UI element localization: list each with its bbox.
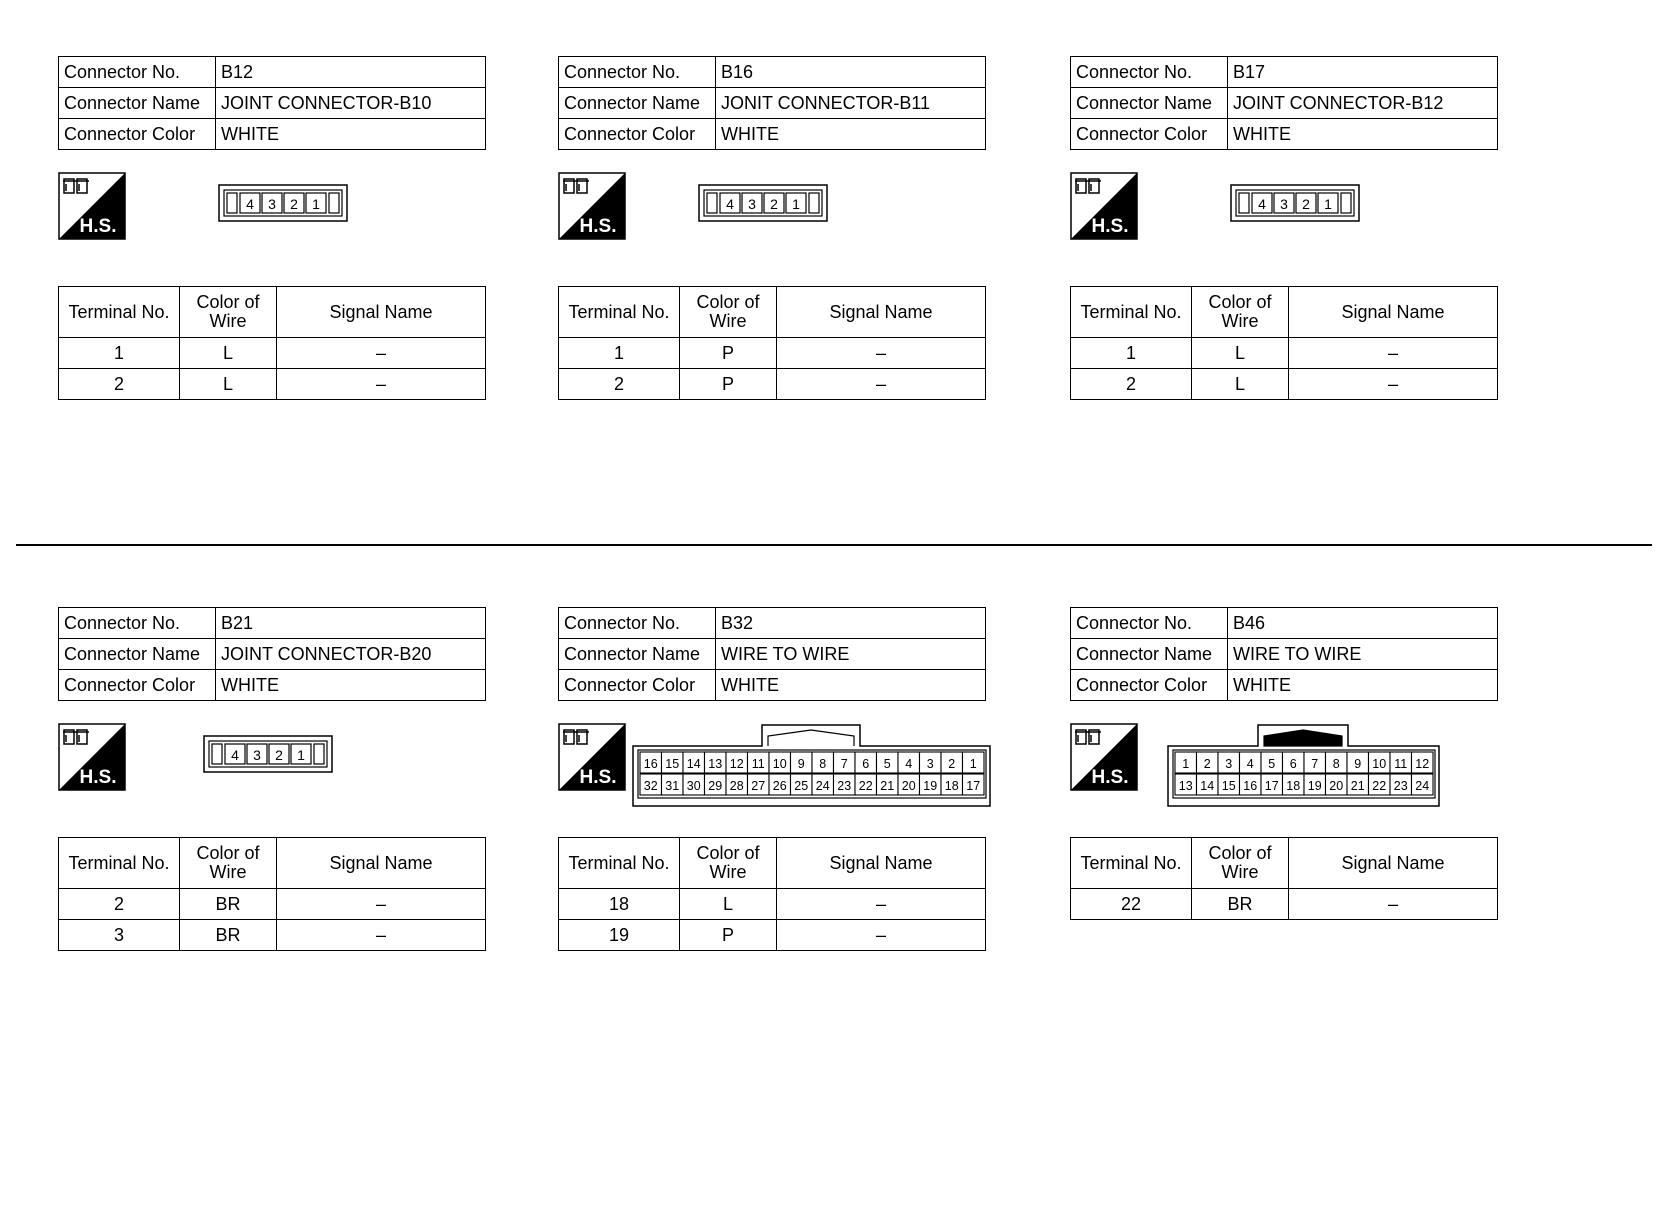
pin-number: 22	[1372, 779, 1387, 793]
pin-number: 2	[1203, 757, 1211, 771]
signal-name-cell: –	[777, 889, 986, 920]
wire-color-cell: P	[680, 920, 777, 951]
connector-color-value: WHITE	[1228, 670, 1498, 701]
connector-block-b16	[558, 56, 978, 436]
pin-number: 21	[880, 779, 895, 793]
terminal-no-header: Terminal No.	[59, 287, 180, 338]
terminal-no-cell: 18	[559, 889, 680, 920]
pin-number: 30	[686, 779, 701, 793]
connector-name-label: Connector Name	[559, 639, 716, 670]
connector-no-value: B32	[716, 608, 986, 639]
pin-number: 15	[665, 757, 680, 771]
terminal-no-cell: 1	[59, 338, 180, 369]
terminal-no-cell: 2	[59, 889, 180, 920]
pin-number: 22	[858, 779, 873, 793]
hs-harness-side-icon	[1070, 723, 1138, 791]
connector-no-value: B17	[1228, 57, 1498, 88]
pin-number: 14	[686, 757, 701, 771]
terminal-no-header: Terminal No.	[59, 838, 180, 889]
signal-name-cell: –	[277, 369, 486, 400]
lock-tab	[212, 744, 222, 764]
pin-number: 3	[926, 757, 934, 771]
pin-number: 25	[794, 779, 809, 793]
pin-number: 20	[901, 779, 916, 793]
connector-color-label: Connector Color	[1071, 670, 1228, 701]
terminal-row	[59, 920, 486, 951]
terminal-row	[559, 889, 986, 920]
wire-color-cell: L	[680, 889, 777, 920]
terminal-row	[1071, 889, 1498, 920]
connector-name-value: JOINT CONNECTOR-B12	[1228, 88, 1498, 119]
pin-number: 1	[969, 757, 977, 771]
pin-number: 24	[815, 779, 830, 793]
connector-color-value: WHITE	[216, 670, 486, 701]
pin-number: 3	[268, 196, 276, 212]
signal-name-header: Signal Name	[777, 838, 986, 889]
pin-number: 4	[246, 196, 254, 212]
terminal-no-cell: 3	[59, 920, 180, 951]
pin-number: 19	[1307, 779, 1322, 793]
wire-color-cell: L	[1192, 369, 1289, 400]
pin-number: 12	[729, 757, 744, 771]
pin-number: 16	[643, 757, 658, 771]
connector-block-b46	[1070, 607, 1490, 987]
pin-number: 10	[772, 757, 787, 771]
pin-number: 15	[1221, 779, 1236, 793]
hs-label: H.S.	[1091, 767, 1129, 788]
signal-name-cell: –	[277, 889, 486, 920]
pin-number: 3	[253, 747, 261, 763]
terminal-table	[58, 837, 486, 951]
connector-info-table	[58, 607, 486, 701]
color-of-wire-header: Color of Wire	[680, 287, 777, 338]
signal-name-cell: –	[277, 338, 486, 369]
signal-name-cell: –	[777, 369, 986, 400]
pin-number: 29	[708, 779, 723, 793]
connector-no-value: B12	[216, 57, 486, 88]
connector-name-label: Connector Name	[559, 88, 716, 119]
terminal-table	[58, 286, 486, 400]
wire-color-cell: BR	[180, 889, 277, 920]
pin-number: 32	[643, 779, 658, 793]
pin-number: 7	[840, 757, 848, 771]
connector-face-diagram	[1167, 724, 1441, 808]
signal-name-cell: –	[777, 920, 986, 951]
signal-name-header: Signal Name	[1289, 287, 1498, 338]
terminal-no-cell: 1	[559, 338, 680, 369]
pin-number: 27	[751, 779, 766, 793]
pin-number: 12	[1415, 757, 1430, 771]
wire-color-cell: P	[680, 338, 777, 369]
terminal-no-cell: 2	[559, 369, 680, 400]
lock-tab	[707, 193, 717, 213]
pin-number: 14	[1200, 779, 1215, 793]
connector-info-table	[1070, 607, 1498, 701]
connector-color-value: WHITE	[216, 119, 486, 150]
terminal-no-cell: 2	[1071, 369, 1192, 400]
pin-number: 1	[1324, 196, 1332, 212]
pin-number: 4	[231, 747, 239, 763]
pin-number: 3	[1280, 196, 1288, 212]
connector-block-b17	[1070, 56, 1490, 436]
lock-tab	[314, 744, 324, 764]
pin-number: 2	[290, 196, 298, 212]
signal-name-cell: –	[277, 920, 486, 951]
pin-number: 4	[726, 196, 734, 212]
wire-color-cell: L	[180, 369, 277, 400]
terminal-no-cell: 2	[59, 369, 180, 400]
connector-block-b32	[558, 607, 981, 987]
pin-number: 17	[1264, 779, 1279, 793]
pin-number: 18	[1286, 779, 1301, 793]
pin-number: 4	[905, 757, 913, 771]
connector-color-label: Connector Color	[559, 119, 716, 150]
terminal-row	[559, 369, 986, 400]
terminal-no-header: Terminal No.	[559, 838, 680, 889]
lock-tab	[809, 193, 819, 213]
pin-number: 28	[729, 779, 744, 793]
pin-number: 6	[1289, 757, 1297, 771]
hs-harness-side-icon	[1070, 172, 1138, 240]
connector-no-value: B21	[216, 608, 486, 639]
pin-number: 1	[297, 747, 305, 763]
signal-name-cell: –	[1289, 369, 1498, 400]
hs-label: H.S.	[579, 767, 617, 788]
terminal-row	[59, 889, 486, 920]
pin-number: 5	[1268, 757, 1276, 771]
signal-name-header: Signal Name	[277, 838, 486, 889]
pin-number: 21	[1350, 779, 1365, 793]
pin-number: 16	[1243, 779, 1258, 793]
pin-number: 1	[792, 196, 800, 212]
pin-number: 4	[1246, 757, 1254, 771]
wire-color-cell: L	[1192, 338, 1289, 369]
connector-face-diagram	[1230, 184, 1362, 224]
terminal-no-cell: 22	[1071, 889, 1192, 920]
connector-color-value: WHITE	[716, 670, 986, 701]
pin-number: 8	[819, 757, 827, 771]
pin-number: 11	[751, 757, 765, 771]
terminal-no-header: Terminal No.	[559, 287, 680, 338]
terminal-row	[59, 369, 486, 400]
connector-name-label: Connector Name	[1071, 639, 1228, 670]
pin-number: 19	[923, 779, 938, 793]
connector-color-label: Connector Color	[59, 119, 216, 150]
pin-number: 2	[1302, 196, 1310, 212]
hs-label: H.S.	[79, 216, 117, 237]
wire-color-cell: BR	[1192, 889, 1289, 920]
pin-number: 23	[1393, 779, 1408, 793]
pin-number: 1	[312, 196, 320, 212]
connector-color-label: Connector Color	[1071, 119, 1228, 150]
wire-color-cell: BR	[180, 920, 277, 951]
signal-name-header: Signal Name	[1289, 838, 1498, 889]
terminal-table	[558, 286, 986, 400]
signal-name-header: Signal Name	[277, 287, 486, 338]
lock-tab	[1239, 193, 1249, 213]
connector-no-label: Connector No.	[559, 608, 716, 639]
connector-info-table	[58, 56, 486, 150]
connector-no-label: Connector No.	[559, 57, 716, 88]
pin-number: 13	[708, 757, 723, 771]
pin-number: 31	[665, 779, 680, 793]
pin-number: 10	[1372, 757, 1387, 771]
pin-number: 11	[1394, 757, 1408, 771]
pin-number: 9	[1354, 757, 1362, 771]
terminal-row	[1071, 338, 1498, 369]
terminal-row	[59, 338, 486, 369]
wire-color-cell: P	[680, 369, 777, 400]
pin-number: 13	[1178, 779, 1193, 793]
color-of-wire-header: Color of Wire	[1192, 287, 1289, 338]
lock-tab	[1341, 193, 1351, 213]
connector-name-label: Connector Name	[59, 639, 216, 670]
connector-face-diagram	[203, 735, 335, 775]
connector-no-label: Connector No.	[59, 608, 216, 639]
pin-number: 3	[748, 196, 756, 212]
pin-number: 2	[770, 196, 778, 212]
pin-number: 24	[1415, 779, 1430, 793]
signal-name-header: Signal Name	[777, 287, 986, 338]
color-of-wire-header: Color of Wire	[1192, 838, 1289, 889]
hs-harness-side-icon	[558, 172, 626, 240]
terminal-table	[1070, 837, 1498, 920]
signal-name-cell: –	[1289, 889, 1498, 920]
connector-name-value: WIRE TO WIRE	[1228, 639, 1498, 670]
pin-number: 8	[1332, 757, 1340, 771]
connector-name-value: JOINT CONNECTOR-B20	[216, 639, 486, 670]
terminal-no-cell: 1	[1071, 338, 1192, 369]
terminal-table	[558, 837, 986, 951]
connector-color-label: Connector Color	[59, 670, 216, 701]
color-of-wire-header: Color of Wire	[680, 838, 777, 889]
connector-info-table	[558, 56, 986, 150]
connector-name-value: JONIT CONNECTOR-B11	[716, 88, 986, 119]
terminal-no-header: Terminal No.	[1071, 838, 1192, 889]
connector-color-value: WHITE	[716, 119, 986, 150]
connector-color-label: Connector Color	[559, 670, 716, 701]
connector-color-value: WHITE	[1228, 119, 1498, 150]
connector-info-table	[558, 607, 986, 701]
terminal-table	[1070, 286, 1498, 400]
lock-tab	[227, 193, 237, 213]
pin-number: 26	[772, 779, 787, 793]
pin-number: 7	[1311, 757, 1319, 771]
pin-number: 6	[862, 757, 870, 771]
hs-harness-side-icon	[58, 723, 126, 791]
hs-label: H.S.	[579, 216, 617, 237]
pin-number: 2	[275, 747, 283, 763]
terminal-row	[1071, 369, 1498, 400]
connector-no-label: Connector No.	[1071, 608, 1228, 639]
pin-number: 9	[797, 757, 805, 771]
signal-name-cell: –	[777, 338, 986, 369]
connector-no-value: B16	[716, 57, 986, 88]
connector-block-b12	[58, 56, 478, 436]
connector-no-label: Connector No.	[59, 57, 216, 88]
hs-harness-side-icon	[558, 723, 626, 791]
connector-name-value: WIRE TO WIRE	[716, 639, 986, 670]
connector-no-label: Connector No.	[1071, 57, 1228, 88]
hs-label: H.S.	[1091, 216, 1129, 237]
pin-number: 18	[944, 779, 959, 793]
terminal-row	[559, 338, 986, 369]
color-of-wire-header: Color of Wire	[180, 287, 277, 338]
lock-tab	[329, 193, 339, 213]
connector-no-value: B46	[1228, 608, 1498, 639]
pin-number: 1	[1182, 757, 1190, 771]
hs-harness-side-icon	[58, 172, 126, 240]
pin-number: 3	[1225, 757, 1233, 771]
pin-number: 2	[948, 757, 956, 771]
pin-number: 23	[837, 779, 852, 793]
signal-name-cell: –	[1289, 338, 1498, 369]
connector-block-b21	[58, 607, 478, 987]
connector-name-label: Connector Name	[1071, 88, 1228, 119]
section-divider	[16, 544, 1652, 546]
hs-label: H.S.	[79, 767, 117, 788]
connector-name-label: Connector Name	[59, 88, 216, 119]
color-of-wire-header: Color of Wire	[180, 838, 277, 889]
terminal-no-header: Terminal No.	[1071, 287, 1192, 338]
terminal-row	[559, 920, 986, 951]
connector-face-diagram	[218, 184, 350, 224]
connector-info-table	[1070, 56, 1498, 150]
pin-number: 17	[966, 779, 981, 793]
connector-name-value: JOINT CONNECTOR-B10	[216, 88, 486, 119]
pin-number: 4	[1258, 196, 1266, 212]
pin-number: 20	[1329, 779, 1344, 793]
connector-face-diagram	[632, 724, 992, 808]
connector-face-diagram	[698, 184, 830, 224]
terminal-no-cell: 19	[559, 920, 680, 951]
pin-number: 5	[883, 757, 891, 771]
wire-color-cell: L	[180, 338, 277, 369]
